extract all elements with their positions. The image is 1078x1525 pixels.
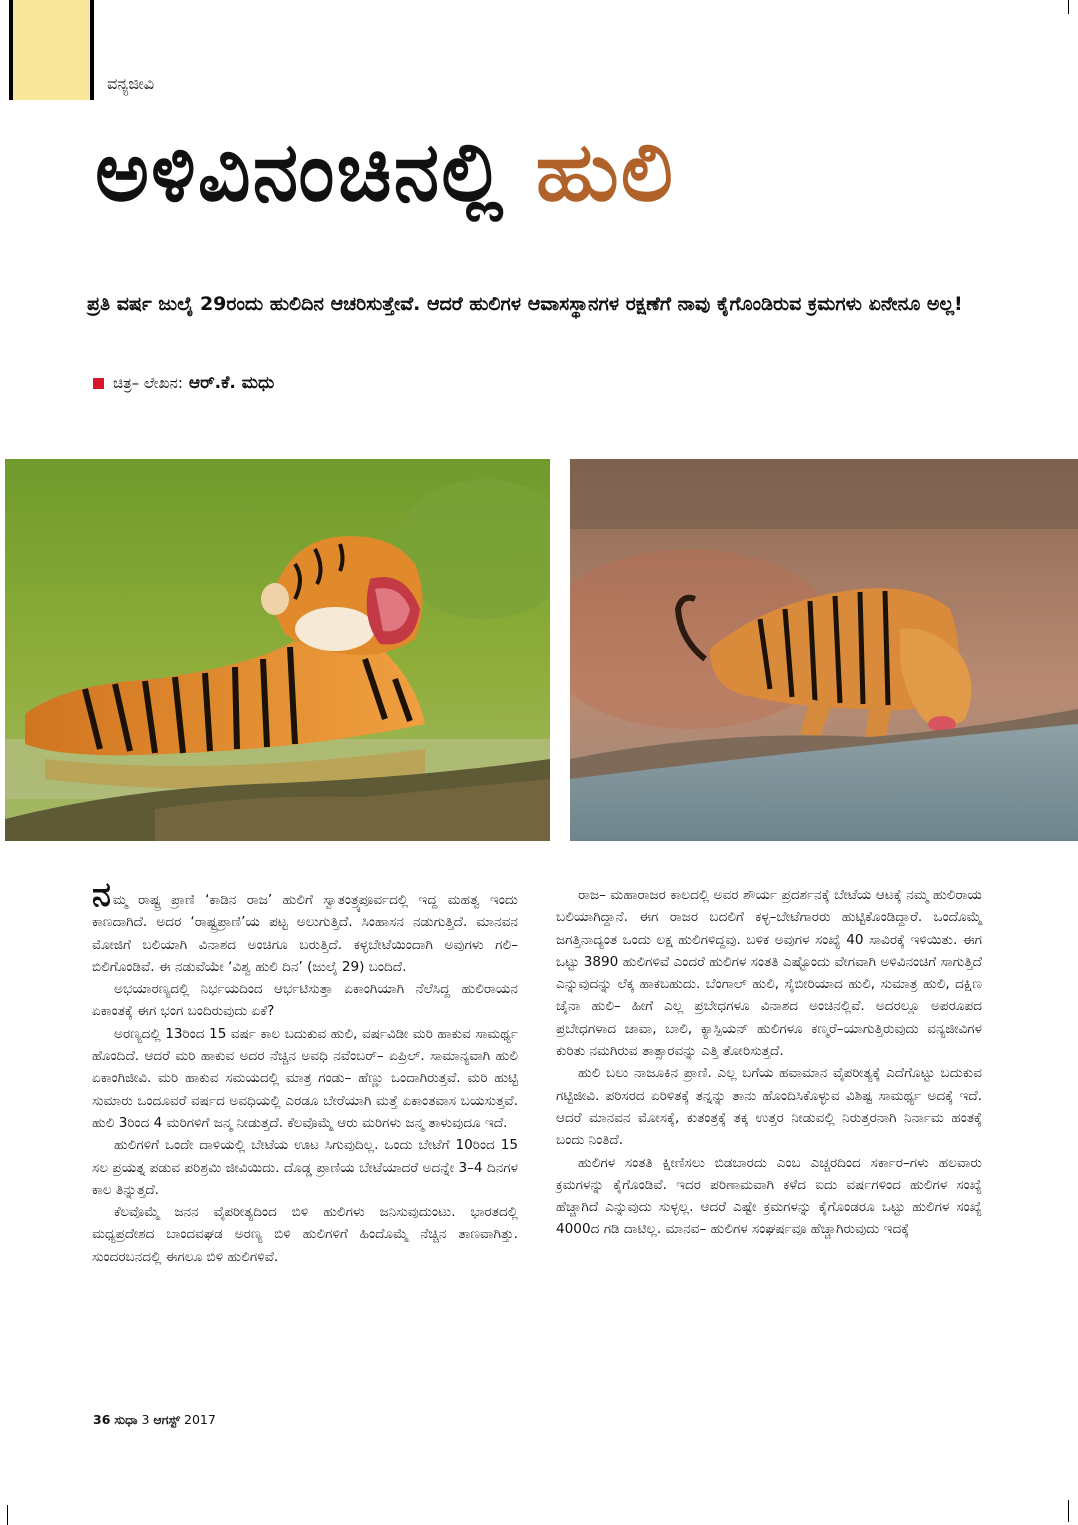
body-paragraph: ಅಭಯಾರಣ್ಯದಲ್ಲಿ ನಿರ್ಭಯದಿಂದ ಆರ್ಭಟಿಸುತ್ತಾ ಏಕಾಂಗಿಯಾಗಿ ನೆಲೆಸಿದ್ದ ಹುಲಿರಾಯನ ಏಕಾಂತಕ್ಕೆ ಈಗ ಭಂಗ ಬಂದಿರುವುದು ಏಕೆ? <box>92 981 518 1020</box>
tiger-drinking-photo <box>570 459 1078 841</box>
bullet-square-icon <box>93 378 104 389</box>
issue-day: 3 <box>141 1412 150 1427</box>
issue-month: ಆಗಸ್ಟ್ <box>153 1412 181 1427</box>
magazine-name: ಸುಧಾ <box>114 1412 138 1427</box>
page-footer <box>93 1412 216 1428</box>
body-paragraph: ಅರಣ್ಯದಲ್ಲಿ 13ರಿಂದ 15 ವರ್ಷ ಕಾಲ ಬದುಕುವ ಹುಲಿ, ವರ್ಷವಿಡೀ ಮರಿ ಹಾಕುವ ಸಾಮರ್ಥ್ಯ ಹೊಂದಿದೆ. ಆದರೆ ಮರಿ ಹಾಕುವ ಅದರ ನೆಚ್ಚಿನ ಅವಧಿ ನವೆಂಬರ್– ಏಪ್ರಿಲ್. ಸಾಮಾನ್ಯವಾಗಿ ಹುಲಿ ಏಕಾಂಗಿಜೀವಿ. ಮರಿ ಹಾಕುವ ಸಮಯದಲ್ಲಿ ಮಾತ್ರ ಗಂಡು– ಹೆಣ್ಣು ಒಂದಾಗಿರುತ್ತವೆ. ಮರಿ ಹುಟ್ಟಿ ಸುಮಾರು ಒಂದೂವರೆ ವರ್ಷದ ಅವಧಿಯಲ್ಲಿ ಎರಡೂ ಬೇರೆಯಾಗಿ ಮತ್ತೆ ಏಕಾಂತವಾಸ ಬಯಸುತ್ತವೆ. ಹುಲಿ 3ರಿಂದ 4 ಮರಿಗಳಿಗೆ ಜನ್ಮ ನೀಡುತ್ತದೆ. ಕೆಲವೊಮ್ಮೆ ಆರು ಮರಿಗಳು ಜನ್ಮ ತಾಳುವುದೂ ಇದೆ. <box>92 1025 518 1131</box>
crop-mark <box>1068 1500 1069 1522</box>
body-paragraph: ಕೆಲವೊಮ್ಮೆ ಜನನ ವೈಪರೀತ್ಯದಿಂದ ಬಿಳಿ ಹುಲಿಗಳು ಜನಿಸುವುದುಂಟು. ಭಾರತದಲ್ಲಿ ಮಧ್ಯಪ್ರದೇಶದ ಬಾಂದವಘಡ ಅರಣ್ಯ ಬಿಳಿ ಹುಲಿಗಳಿಗೆ ಹಿಂದೊಮ್ಮೆ ನೆಚ್ಚಿನ ತಾಣವಾಗಿತ್ತು. ಸುಂದರಬನದಲ್ಲಿ ಈಗಲೂ ಬಿಳಿ ಹುಲಿಗಳಿವೆ. <box>92 1204 518 1265</box>
body-paragraph: ಹುಲಿಗಳಿಗೆ ಒಂದೇ ದಾಳಿಯಲ್ಲಿ ಬೇಟೆಯ ಊಟ ಸಿಗುವುದಿಲ್ಲ. ಒಂದು ಬೇಟೆಗೆ 10ರಿಂದ 15 ಸಲ ಪ್ರಯತ್ನ ಪಡುವ ಪರಿಶ್ರಮಿ ಜೀವಿಯಿದು. ದೊಡ್ಡ ಪ್ರಾಣಿಯ ಬೇಟೆಯಾದರೆ ಅದನ್ನೇ 3–4 ದಿನಗಳ ಕಾಲ ತಿನ್ನುತ್ತದೆ. <box>92 1137 518 1198</box>
section-tab <box>9 0 94 100</box>
byline-label: ಚಿತ್ರ– ಲೇಖನ: <box>113 374 183 392</box>
body-paragraph: ಹುಲಿ ಬಲು ನಾಜೂಕಿನ ಪ್ರಾಣಿ. ಎಲ್ಲ ಬಗೆಯ ಹವಾಮಾನ ವೈಪರೀತ್ಯಕ್ಕೆ ಎದೆಗೊಟ್ಟು ಬದುಕುವ ಗಟ್ಟಿಜೀವಿ. ಪರಿಸರದ ಏರಿಳಿತಕ್ಕೆ ತನ್ನನ್ನು ತಾನು ಹೊಂದಿಸಿಕೊಳ್ಳುವ ವಿಶಿಷ್ಟ ಸಾಮರ್ಥ್ಯ ಅದಕ್ಕೆ ಇದೆ. ಆದರೆ ಮಾನವನ ಮೋಸಕ್ಕೆ, ಕುತಂತ್ರಕ್ಕೆ ತಕ್ಕ ಉತ್ತರ ನೀಡುವಲ್ಲಿ ನಿರುತ್ತರನಾಗಿ ನಿರ್ನಾಮ ಹಂತಕ್ಕೆ ಬಂದು ನಿಂತಿದೆ. <box>556 1065 982 1149</box>
page-number: 36 <box>93 1412 111 1427</box>
tiger-in-water-photo <box>5 459 550 841</box>
crop-mark <box>1068 0 1069 14</box>
dropcap: ನ <box>92 875 111 915</box>
headline <box>95 125 675 220</box>
crop-mark <box>7 1505 8 1525</box>
body-column-2 <box>556 884 982 1241</box>
byline <box>93 373 274 393</box>
issue-year: 2017 <box>184 1412 216 1427</box>
standfirst: ಪ್ರತಿ ವರ್ಷ ಜುಲೈ 29ರಂದು ಹುಲಿದಿನ ಆಚರಿಸುತ್ತೇವೆ. ಆದರೆ ಹುಲಿಗಳ ಆವಾಸಸ್ಥಾನಗಳ ರಕ್ಷಣೆಗೆ ನಾವು ಕೈಗೊಂಡಿರುವ ಕ್ರಮಗಳು ಏನೇನೂ ಅಲ್ಲ! <box>87 293 963 315</box>
body-paragraph <box>92 875 518 978</box>
headline-accent: ಹುಲಿ <box>535 125 675 220</box>
body-paragraph: ಹುಲಿಗಳ ಸಂತತಿ ಕ್ಷೀಣಿಸಲು ಬಿಡಬಾರದು ಎಂಬ ಎಚ್ಚರದಿಂದ ಸರ್ಕಾರ–ಗಳು ಹಲವಾರು ಕ್ರಮಗಳನ್ನು ಕೈಗೊಂಡಿವೆ. ಇದರ ಪರಿಣಾಮವಾಗಿ ಕಳೆದ ಐದು ವರ್ಷಗಳಿಂದ ಹುಲಿಗಳ ಸಂಖ್ಯೆ ಹೆಚ್ಚಾಗಿದೆ ಎನ್ನುವುದು ಸುಳ್ಳಲ್ಲ. ಆದರೆ ಎಷ್ಟೇ ಕ್ರಮಗಳನ್ನು ಕೈಗೊಂಡರೂ ಒಟ್ಟು ಹುಲಿಗಳ ಸಂಖ್ಯೆ 4000ದ ಗಡಿ ದಾಟಿಲ್ಲ. ಮಾನವ– ಹುಲಿಗಳ ಸಂಘರ್ಷವೂ ಹೆಚ್ಚಾಗಿರುವುದು ಇದಕ್ಕೆ <box>556 1154 982 1238</box>
headline-main: ಅಳಿವಿನಂಚಿನಲ್ಲಿ <box>95 125 506 220</box>
byline-author: ಆರ್.ಕೆ. ಮಧು <box>188 373 275 393</box>
section-label: ವನ್ಯಜೀವಿ <box>107 74 155 93</box>
body-column-1 <box>92 875 518 1268</box>
body-paragraph: ರಾಜ– ಮಹಾರಾಜರ ಕಾಲದಲ್ಲಿ ಅವರ ಶೌರ್ಯ ಪ್ರದರ್ಶನಕ್ಕೆ ಬೇಟೆಯ ಆಟಕ್ಕೆ ನಮ್ಮ ಹುಲಿರಾಯ ಬಲಿಯಾಗಿದ್ದಾನೆ. ಈಗ ರಾಜರ ಬದಲಿಗೆ ಕಳ್ಳ–ಬೇಟೆಗಾರರು ಹುಟ್ಟಿಕೊಂಡಿದ್ದಾರೆ. ಒಂದೊಮ್ಮೆ ಜಗತ್ತಿನಾದ್ಯಂತ ಒಂದು ಲಕ್ಷ ಹುಲಿಗಳಿದ್ದವು. ಬಳಿಕ ಅವುಗಳ ಸಂಖ್ಯೆ 40 ಸಾವಿರಕ್ಕೆ ಇಳಿಯಿತು. ಈಗ ಒಟ್ಟು 3890 ಹುಲಿಗಳಿವೆ ಎಂದರೆ ಹುಲಿಗಳ ಸಂತತಿ ಎಷ್ಟೊಂದು ವೇಗವಾಗಿ ಅಳಿವಿನಂಚಿಗೆ ಸಾಗುತ್ತಿದೆ ಎನ್ನುವುದನ್ನು ಲೆಕ್ಕ ಹಾಕಬಹುದು. ಬೆಂಗಾಲ್ ಹುಲಿ, ಸೈಬೀರಿಯಾದ ಹುಲಿ, ಸುಮಾತ್ರ ಹುಲಿ, ದಕ್ಷಿಣ ಚೈನಾ ಹುಲಿ– ಹೀಗೆ ಎಲ್ಲ ಪ್ರಬೇಧಗಳೂ ವಿನಾಶದ ಅಂಚಿನಲ್ಲಿವೆ. ಅದರಲ್ಲೂ ಅಪರೂಪದ ಪ್ರಬೇಧಗಳಾದ ಜಾವಾ, ಬಾಲಿ, ಕ್ಯಾಸ್ಪಿಯನ್ ಹುಲಿಗಳೂ ಕಣ್ಮರೆ–ಯಾಗುತ್ತಿರುವುದು ವನ್ಯಜೀವಿಗಳ ಕುರಿತು ನಮಗಿರುವ ತಾತ್ಸಾರವನ್ನು ಎತ್ತಿ ತೋರಿಸುತ್ತದೆ. <box>556 887 982 1060</box>
paragraph-text: ಮ್ಮ ರಾಷ್ಟ್ರ ಪ್ರಾಣಿ ‘ಕಾಡಿನ ರಾಜ’ ಹುಲಿಗೆ ಸ್ವಾತಂತ್ರ್ಯಪೂರ್ವದಲ್ಲಿ ಇದ್ದ ಮಹತ್ವ ಇಂದು ಕಾಣದಾಗಿದೆ. ಅದರ ‘ರಾಷ್ಟ್ರಪ್ರಾಣಿ’ಯ ಪಟ್ಟ ಅಲುಗುತ್ತಿದೆ. ಸಿಂಹಾಸನ ನಡುಗುತ್ತಿದೆ. ಮಾನವನ ಮೋಜಿಗೆ ಬಲಿಯಾಗಿ ವಿನಾಶದ ಅಂಚಿಗೂ ಬರುತ್ತಿದೆ. ಕಳ್ಳಬೇಟೆಯಿಂದಾಗಿ ಅವುಗಳು ಗಲಿ–ಬಿಲಿಗೊಂಡಿವೆ. ಈ ನಡುವೆಯೇ ‘ವಿಶ್ವ ಹುಲಿ ದಿನ’ (ಜುಲೈ 29) ಬಂದಿದೆ. <box>92 892 518 975</box>
